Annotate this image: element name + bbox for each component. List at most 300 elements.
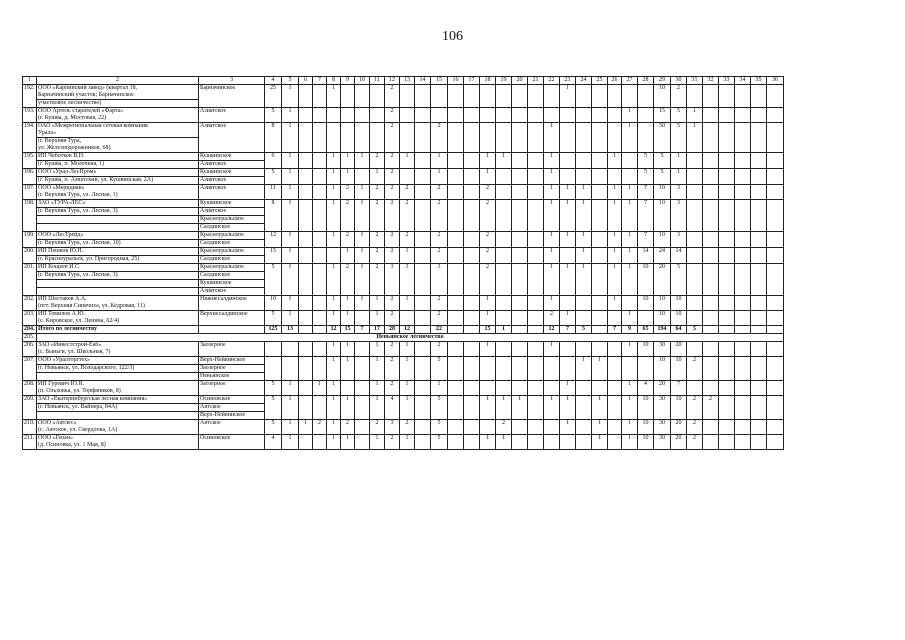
value-cell [464,264,480,296]
value-cell: 1 [282,123,299,153]
forest-district: Верх-Нейвинское [199,412,265,420]
value-cell: 10 [671,296,687,311]
value-cell [313,185,327,200]
value-cell: 2 [400,232,415,248]
value-cell: 5 [265,311,282,326]
value-cell: 2 [687,396,703,420]
value-cell: 10 [654,296,671,311]
value-cell: 1 [560,420,576,435]
value-cell: 1 [687,123,703,153]
value-cell: 1 [282,420,299,435]
value-cell: 1 [400,248,415,264]
value-cell [767,185,784,200]
value-cell [355,396,370,420]
value-cell: 10 [265,296,282,311]
value-cell: 1 [327,396,341,420]
value-cell [576,420,592,435]
value-cell [751,185,767,200]
value-cell [751,420,767,435]
value-cell [687,200,703,232]
value-cell [496,296,512,311]
value-cell [528,85,544,108]
value-cell [592,232,608,248]
value-cell: 10 [654,232,671,248]
forest-district: Азиатское [199,123,265,153]
value-cell [313,264,327,296]
value-cell [341,123,355,153]
value-cell: 10 [638,420,654,435]
table-row [23,264,784,272]
value-cell [576,169,592,185]
value-cell: 1 [327,185,341,200]
value-cell [355,381,370,396]
value-cell [719,264,735,296]
value-cell [355,311,370,326]
value-cell [751,342,767,357]
value-cell [512,200,528,232]
value-cell: 22 [431,326,448,334]
organization-name: (г. Верхняя Тура, ул. Лесная, 3) [37,208,199,216]
value-cell [415,381,431,396]
value-cell [719,311,735,326]
value-cell: 1 [370,381,385,396]
value-cell [400,85,415,108]
organization-name [37,373,199,381]
header-cell: 1 [23,77,37,85]
value-cell [512,311,528,326]
value-cell: 10 [638,342,654,357]
value-cell: 2 [400,200,415,232]
value-cell: 10 [638,296,654,311]
value-cell [464,342,480,357]
value-cell [415,435,431,450]
value-cell [751,311,767,326]
organization-name: ИП Шестаков А.А. (пгт. Верхняя Синячиха, ул. Кедровая, 11) [37,296,199,311]
value-cell [512,185,528,200]
value-cell [355,435,370,450]
value-cell [313,169,327,185]
value-cell: 2 [431,232,448,248]
value-cell [703,85,719,108]
value-cell: 20 [654,381,671,396]
table-row [23,357,784,365]
value-cell [415,248,431,264]
total-label: Итого по лесничеству [37,326,199,334]
value-cell [528,185,544,200]
organization-name: (г. Кушва, п. Азиатский, ул. Кушвинская, 2А) [37,177,199,185]
value-cell [355,169,370,185]
value-cell [767,264,784,296]
value-cell: 1 [496,326,512,334]
organization-name [37,280,199,288]
section-title: Невьянское лесничество [37,334,784,342]
value-cell: 2 [480,200,496,232]
value-cell: 1 [327,85,341,108]
value-cell [544,381,560,396]
value-cell [687,296,703,311]
value-cell [299,396,313,420]
forest-district: Азиатское [199,108,265,123]
value-cell [299,153,313,169]
value-cell [622,153,638,169]
value-cell [719,185,735,200]
value-cell [528,200,544,232]
value-cell [431,108,448,123]
value-cell [560,357,576,381]
value-cell: 1 [400,381,415,396]
value-cell: 50 [654,123,671,153]
value-cell: 1 [622,342,638,357]
value-cell: 8 [265,200,282,232]
value-cell [496,108,512,123]
value-cell [341,108,355,123]
value-cell: 2 [431,248,448,264]
value-cell [480,108,496,123]
value-cell [751,232,767,248]
value-cell: 1 [480,396,496,420]
value-cell [638,85,654,108]
value-cell: 17 [370,326,385,334]
value-cell: 4 [638,381,654,396]
value-cell: 10 [638,264,654,296]
value-cell [767,153,784,169]
value-cell [464,185,480,200]
value-cell: 1 [431,381,448,396]
organization-name [37,412,199,420]
value-cell [512,342,528,357]
value-cell [355,85,370,108]
value-cell: 194 [654,326,671,334]
value-cell [528,108,544,123]
value-cell [370,85,385,108]
forest-district: Азиатское [199,177,265,185]
value-cell [464,153,480,169]
value-cell: 2 [480,185,496,200]
value-cell: 1 [622,185,638,200]
value-cell: 1 [341,153,355,169]
value-cell: 1 [282,200,299,232]
value-cell [265,357,282,381]
value-cell: 5 [638,169,654,185]
value-cell: 1 [370,357,385,381]
value-cell: 20 [671,435,687,450]
value-cell [703,248,719,264]
value-cell [703,123,719,153]
value-cell: 1 [622,248,638,264]
value-cell [528,296,544,311]
value-cell: 1 [341,396,355,420]
value-cell: 1 [608,296,622,311]
header-cell: 17 [464,77,480,85]
value-cell [703,435,719,450]
value-cell [592,381,608,396]
organization-name: ООО «Уралторгтех» [37,357,199,365]
value-cell: 1 [480,296,496,311]
value-cell: 5 [687,326,703,334]
value-cell [327,248,341,264]
organization-name: ЗАО «Екатеринбургская лесная компания» [37,396,199,404]
value-cell: 1 [592,357,608,381]
forest-district: Аятское [199,404,265,412]
value-cell [528,396,544,420]
value-cell [400,169,415,185]
value-cell [751,357,767,381]
value-cell: 1 [544,232,560,248]
organization-name: ИП Кощеев И.С. [37,264,199,272]
value-cell: 1 [544,296,560,311]
value-cell: 1 [327,153,341,169]
organization-name [37,224,199,232]
value-cell [415,169,431,185]
value-cell [687,311,703,326]
value-cell [496,232,512,248]
value-cell: 1 [512,396,528,420]
value-cell: 2 [385,85,400,108]
value-cell: 12 [327,326,341,334]
organization-name: ИП Пешков Ю.П. [37,248,199,256]
value-cell [767,381,784,396]
value-cell: 2 [385,381,400,396]
forest-district: Барначинское [199,85,265,108]
value-cell [415,326,431,334]
value-cell: 20 [671,420,687,435]
value-cell: 1 [480,342,496,357]
forest-district: Осиновское [199,435,265,450]
table-row [23,420,784,435]
value-cell [313,435,327,450]
value-cell: 15 [341,326,355,334]
organization-name: (г. Верхняя Тура, ул. Железнодорожников, 68) [37,138,199,153]
value-cell [480,381,496,396]
value-cell: 1 [496,153,512,169]
value-cell: 1 [327,342,341,357]
value-cell: 1 [282,169,299,185]
value-cell: 1 [560,396,576,420]
value-cell [512,381,528,396]
header-cell: 19 [496,77,512,85]
value-cell: 3 [671,200,687,232]
value-cell: 1 [622,108,638,123]
value-cell [415,264,431,296]
value-cell [576,435,592,450]
organization-name: ЗАО «Инвестстрой-Еаб» (с. Быньги, ул. Школьная, 7) [37,342,199,357]
value-cell [719,248,735,264]
value-cell [464,396,480,420]
value-cell: 1 [544,123,560,153]
value-cell [735,381,751,396]
value-cell: 1 [341,296,355,311]
section-row [23,334,784,342]
value-cell: 2 [431,185,448,200]
forest-district: Красноуральское [199,248,265,256]
value-cell [767,342,784,357]
table-row [23,185,784,200]
value-cell: 3 [671,185,687,200]
value-cell: 2 [385,296,400,311]
value-cell: 1 [282,381,299,396]
value-cell [496,311,512,326]
value-cell [592,185,608,200]
value-cell [719,420,735,435]
value-cell [448,342,464,357]
value-cell [767,169,784,185]
value-cell [592,169,608,185]
value-cell [299,296,313,311]
value-cell [735,435,751,450]
value-cell: 1 [608,185,622,200]
value-cell: 2 [385,108,400,123]
header-cell: 8 [327,77,341,85]
value-cell [608,342,622,357]
value-cell: 1 [327,435,341,450]
value-cell: 25 [265,85,282,108]
row-number: 195. [23,153,37,169]
value-cell: 5 [671,264,687,296]
value-cell: 1 [622,311,638,326]
value-cell: 2 [431,311,448,326]
forest-district: Азиатское [199,208,265,216]
value-cell [608,108,622,123]
value-cell [299,108,313,123]
value-cell: 2 [385,185,400,200]
value-cell: 10 [654,311,671,326]
value-cell: 4 [265,435,282,450]
value-cell [448,232,464,248]
value-cell: 3 [400,264,415,296]
value-cell [448,200,464,232]
value-cell [313,296,327,311]
table-row [23,85,784,100]
value-cell [370,123,385,153]
value-cell [719,169,735,185]
value-cell [735,108,751,123]
value-cell [313,357,327,381]
header-cell: 22 [544,77,560,85]
value-cell: 20 [654,264,671,296]
value-cell: 30 [654,396,671,420]
value-cell: 1 [544,342,560,357]
value-cell [703,420,719,435]
value-cell: 1 [622,435,638,450]
value-cell [767,232,784,248]
value-cell [415,200,431,232]
value-cell [703,232,719,248]
value-cell [448,296,464,311]
value-cell: 3 [671,232,687,248]
value-cell: 2 [687,357,703,381]
value-cell [464,232,480,248]
value-cell: 1 [327,200,341,232]
value-cell [400,311,415,326]
organization-name: ООО «Аятлес» (с. Аятское, ул. Свердлова, 1А) [37,420,199,435]
header-cell: 15 [431,77,448,85]
value-cell: 1 [400,357,415,381]
value-cell: 7 [638,200,654,232]
value-cell [464,357,480,381]
value-cell [299,123,313,153]
value-cell: 2 [385,435,400,450]
header-cell: 18 [480,77,496,85]
table-row [23,296,784,311]
value-cell: 1 [400,396,415,420]
value-cell: 1 [576,357,592,381]
value-cell [751,123,767,153]
value-cell: 1 [687,108,703,123]
value-cell [719,342,735,357]
value-cell: 1 [400,342,415,357]
value-cell: 2 [370,232,385,248]
value-cell: 1 [355,200,370,232]
value-cell [512,169,528,185]
value-cell [464,123,480,153]
value-cell: 1 [299,420,313,435]
value-cell: 1 [400,296,415,311]
value-cell [608,169,622,185]
value-cell [592,123,608,153]
value-cell [415,296,431,311]
value-cell [687,264,703,296]
value-cell [313,153,327,169]
forest-district [199,326,265,334]
value-cell [512,326,528,334]
value-cell: 1 [355,264,370,296]
value-cell [415,108,431,123]
forest-district: Красноуральское [199,264,265,272]
value-cell: 5 [576,326,592,334]
value-cell: 5 [265,381,282,396]
value-cell [544,435,560,450]
value-cell: 3 [431,264,448,296]
value-cell: 1 [560,232,576,248]
value-cell [751,381,767,396]
value-cell [327,108,341,123]
organization-name: ИП Чеботков В.Н. [37,153,199,161]
value-cell: 2 [385,232,400,248]
organization-name: ООО «Меридиан» (г. Верхняя Тура, ул. Лесная, 1) [37,185,199,200]
organization-name: ООО Артель старателей «Фарта» (г. Кушва, д. Мостовая, 22) [37,108,199,123]
value-cell [464,169,480,185]
value-cell: 2 [385,311,400,326]
value-cell [608,396,622,420]
value-cell [719,326,735,334]
value-cell [608,123,622,153]
value-cell: 1 [282,232,299,248]
value-cell: 5 [654,169,671,185]
header-cell: 25 [592,77,608,85]
value-cell [299,169,313,185]
value-cell: 1 [544,153,560,169]
value-cell: 1 [341,248,355,264]
value-cell [592,296,608,311]
organization-name: ООО «ЛесТрейд» [37,232,199,240]
value-cell: 1 [341,311,355,326]
value-cell: 1 [370,311,385,326]
value-cell: 1 [400,435,415,450]
value-cell: 5 [638,153,654,169]
value-cell [448,326,464,334]
value-cell [751,264,767,296]
value-cell [431,85,448,108]
header-cell: 29 [654,77,671,85]
value-cell [687,169,703,185]
value-cell: 10 [654,200,671,232]
value-cell [735,326,751,334]
forest-district: Заозерное [199,381,265,396]
value-cell [512,264,528,296]
header-cell: 31 [687,77,703,85]
value-cell [560,248,576,264]
value-cell: 1 [327,311,341,326]
